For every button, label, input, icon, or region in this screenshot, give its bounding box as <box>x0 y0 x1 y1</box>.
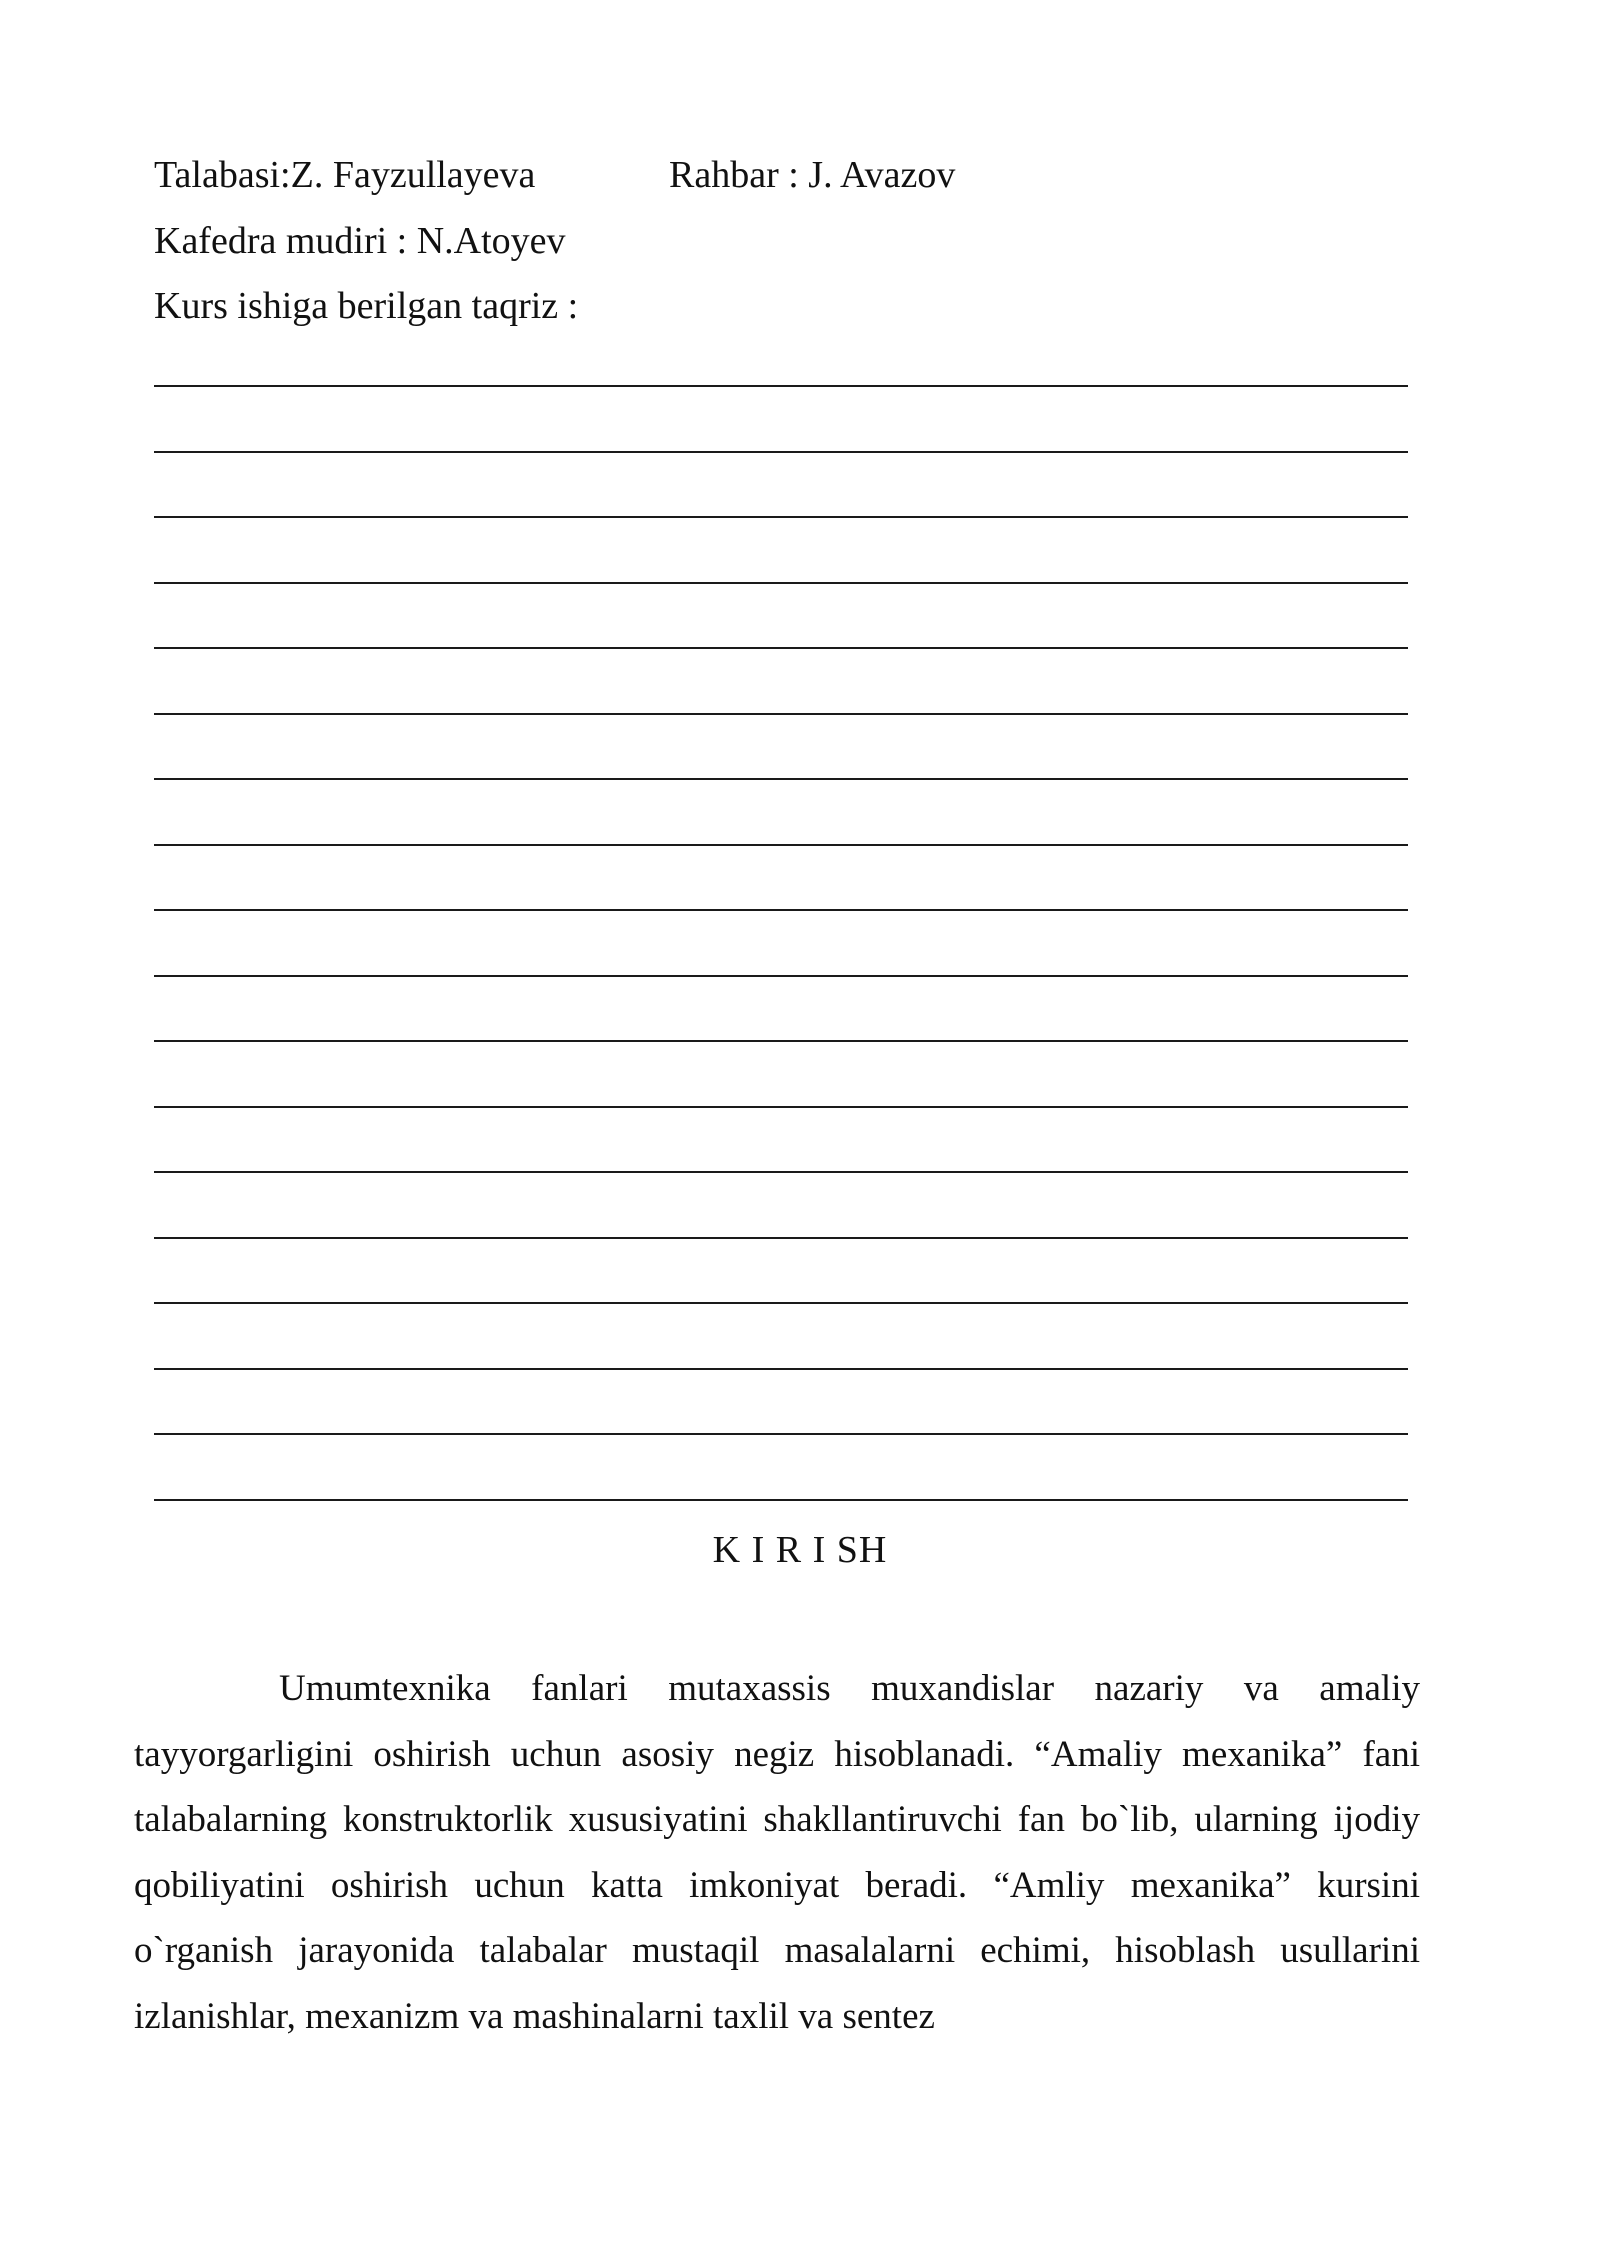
review-blank-lines <box>154 385 1408 1501</box>
student-name: Talabasi:Z. Fayzullayeva <box>154 154 536 196</box>
review-blank-line <box>154 1239 1408 1305</box>
review-blank-line <box>154 780 1408 846</box>
head-of-department: Kafedra mudiri : N.Atoyev <box>154 220 566 262</box>
review-blank-line <box>154 1108 1408 1174</box>
review-blank-line <box>154 1370 1408 1436</box>
review-blank-line <box>154 1173 1408 1239</box>
review-blank-line <box>154 846 1408 912</box>
review-blank-line <box>154 1304 1408 1370</box>
review-label: Kurs ishiga berilgan taqriz : <box>154 285 579 327</box>
review-blank-line <box>154 715 1408 781</box>
review-blank-line <box>154 387 1408 453</box>
review-blank-line <box>154 649 1408 715</box>
review-blank-line <box>154 1042 1408 1108</box>
supervisor-name: Rahbar : J. Avazov <box>669 154 956 196</box>
section-title: K I R I SH <box>712 1529 888 1571</box>
review-blank-line <box>154 911 1408 977</box>
review-blank-line <box>154 1435 1408 1501</box>
review-blank-line <box>154 453 1408 519</box>
review-blank-line <box>154 518 1408 584</box>
review-blank-line <box>154 977 1408 1043</box>
intro-paragraph: Umumtexnika fanlari mutaxassis muxandislar nazariy va amaliy tayyorgarligini oshirish uchun asosiy negiz hisoblanadi. “Amaliy mexanika” fani talabalarning konstruktorlik xususiyatini shakllantiruvchi fan bo`lib, ularning ijodiy qobiliyatini oshirish uchun katta imkoniyat beradi. “Amliy mexanika” kursini o`rganish jarayonida talabalar mustaqil masalalarni echimi, hisoblash usullarini izlanishlar, mexanizm va mashinalarni taxlil va sentez <box>134 1668 1420 2037</box>
review-blank-line <box>154 584 1408 650</box>
